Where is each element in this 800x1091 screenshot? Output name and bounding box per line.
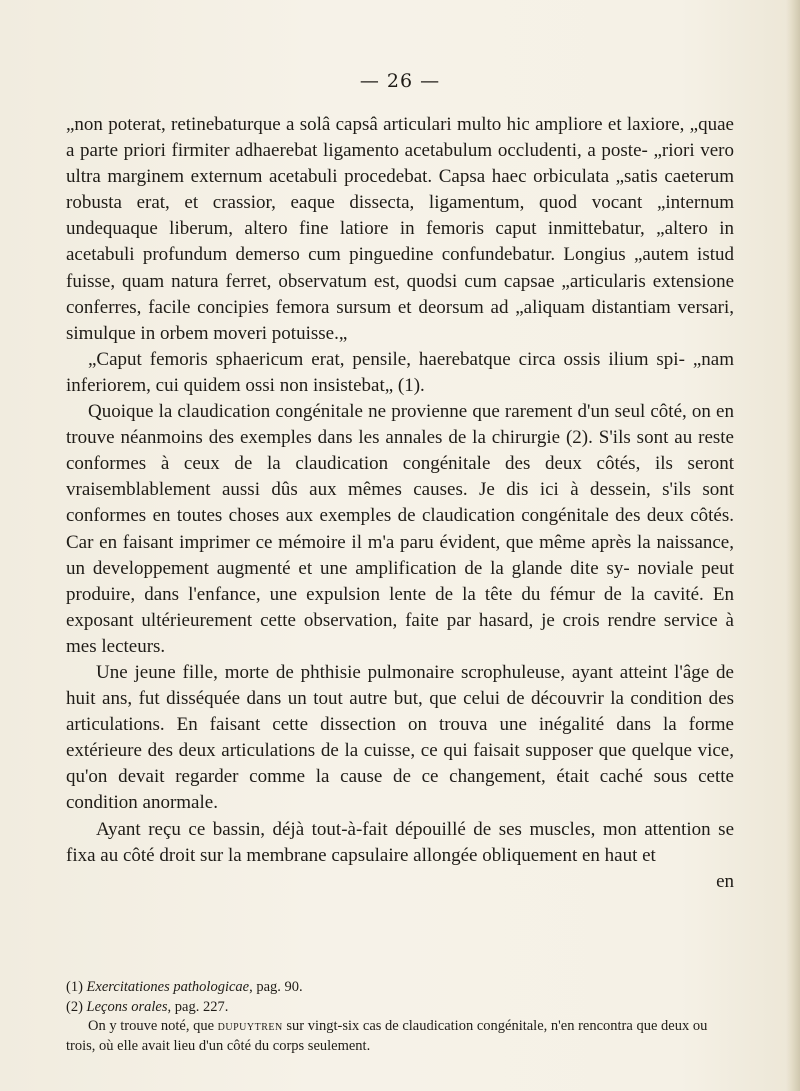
- footnote-2-continuation: [66, 1017, 734, 1056]
- latin-quote-2: „Caput femoris sphaericum erat, pensile, haerebatque circa ossis ilium spi- „nam inferiorem, cui quidem ossi non insistebat„ (1).: [66, 348, 734, 396]
- page-number: — 26 —: [359, 70, 441, 92]
- paragraph-2: Une jeune fille, morte de phthisie pulmonaire scrophuleuse, ayant atteint l'âge de huit ans, fut disséquée dans un tout autre but, que celui de découvrir la condition des articulations. En faisant cette dissection on trouva une inégalité dans la forme extérieure des deux articulations de la cuisse, ce qui faisait supposer que quelque vice, qu'on devait regarder comme la cause de ce changement, était caché sous cette condition anormale.: [66, 661, 734, 814]
- paragraph-3: Ayant reçu ce bassin, déjà tout-à-fait dépouillé de ses muscles, mon attention se fixa au côté droit sur la membrane capsulaire allongée obliquement en haut et: [66, 818, 734, 866]
- footnote-2-mark: (2): [66, 998, 83, 1015]
- footnote-1-mark: (1): [66, 979, 83, 995]
- footnote-3-post: sur vingt-six cas de claudication congénitale, n'en rencontra que deux ou trois, où elle avait lieu d'un côté du corps seulement.: [66, 1018, 708, 1054]
- footnote-2-page: , pag. 227.: [167, 998, 229, 1015]
- footnote-2-title: Leçons orales: [86, 998, 168, 1015]
- footnotes: [66, 978, 734, 1056]
- paragraph-1: Quoique la claudication congénitale ne provienne que rarement d'un seul côté, on en trouve néanmoins des exemples dans les annales de la chirurgie (2). S'ils sont au reste conformes à ceux de la claudication congénitale des deux côtés, ils seront vraisemblablement aussi dûs aux mêmes causes. Je dis ici à dessein, s'ils sont conformes en toutes choses aux exemples de claudication congénitale des deux côtés. Car en faisant imprimer ce mémoire il m'a paru évident, que même après la naissance, un developpement augmenté et une amplification de la glande dite sy- noviale peut produire, dans l'enfance, une expulsion lente de la tête du fémur de la cavité. En exposant ultérieurement cette observation, faite par hasard, je crois rendre service à mes lecteurs.: [66, 401, 734, 657]
- footnote-1: [66, 978, 734, 998]
- page-edge: [786, 0, 800, 1091]
- catchword: en: [716, 870, 734, 892]
- author-name: dupuytren: [217, 1018, 283, 1034]
- latin-quote-1: „non poterat, retinebaturque a solâ capsâ articulari multo hic ampliore et laxiore, „quae a parte priori firmiter adhaerebat ligamento acetabulum occludenti, a poste- „riori vero ultra marginem externum acetabuli procedebat. Capsa haec orbiculata „satis caeterum robusta erat, et crassior, eaque dissecta, ligamentum, quod vocant „internum undequaque liberum, altero fine latiore in femoris caput inmittebatur, „altero in acetabuli profundum demerso cum pinguedine confundebatur. Longius „autem istud fuisse, quam natura ferret, observatum est, quodsi cum capsae „articularis extensione conferres, facile concipies femora sursum et deorsum ad „aliquam distantiam versari, simulque in orbem moveri potuisse.„: [66, 114, 734, 344]
- footnote-2: [66, 998, 734, 1018]
- main-text: [66, 112, 734, 895]
- footnote-3-pre: On y trouve noté, que: [88, 1018, 215, 1034]
- footnote-1-title: Exercitationes pathologicae: [86, 979, 250, 995]
- footnote-1-page: , pag. 90.: [249, 979, 303, 995]
